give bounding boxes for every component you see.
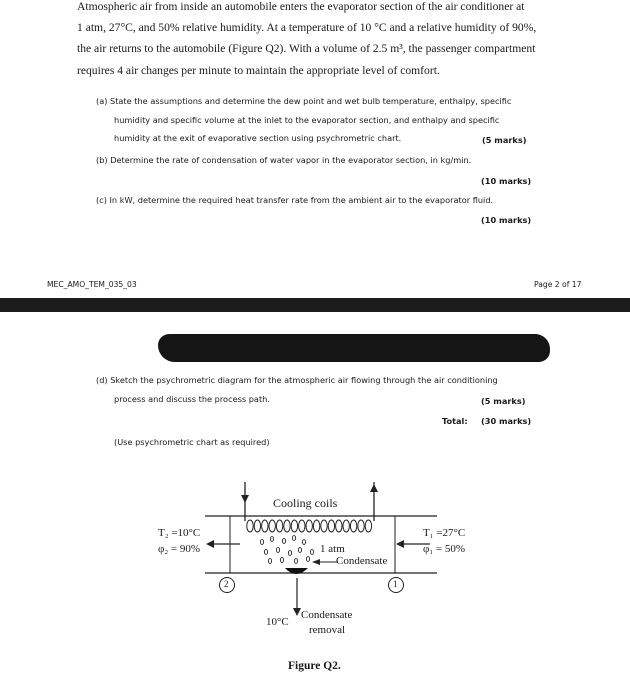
state-2-label: 2 — [224, 579, 229, 589]
inlet-humidity-label: φ₁ = 50% — [423, 543, 466, 555]
cooling-coil-loops — [247, 520, 372, 532]
coil-loop — [276, 520, 282, 532]
droplet — [276, 548, 279, 553]
question-a-marks: (5 marks) — [482, 135, 527, 145]
state-1-label: 1 — [393, 579, 398, 589]
droplet — [288, 551, 291, 556]
coil-loop — [343, 520, 349, 532]
total-label: Total: — [442, 416, 468, 426]
total-marks: (30 marks) — [481, 416, 532, 426]
coil-loop — [358, 520, 364, 532]
coil-loop — [269, 520, 275, 532]
question-c-marks: (10 marks) — [481, 215, 532, 225]
question-a-line: humidity and specific volume at the inlet to the evaporator section, and enthalpy and specific — [114, 114, 500, 125]
condensate-droplets — [260, 536, 313, 564]
question-b-marks: (10 marks) — [481, 176, 532, 186]
coil-loop — [247, 520, 253, 532]
coil-loop — [350, 520, 356, 532]
problem-statement — [77, 0, 557, 81]
coil-loop — [313, 520, 319, 532]
condensate-removal-label: removal — [309, 624, 346, 636]
question-d-marks: (5 marks) — [481, 396, 526, 406]
droplet — [268, 559, 271, 564]
inlet-temperature-label: T₁ =27°C — [423, 527, 466, 539]
droplet — [310, 550, 313, 555]
question-a-line: humidity at the exit of evaporative section using psychrometric chart. — [114, 133, 402, 143]
air-exit-arrow-icon — [206, 540, 214, 548]
question-c-line: (c) In kW, determine the required heat transfer rate from the ambient air to the evaporator fluid. — [96, 195, 494, 205]
footer-page-number: Page 2 of 17 — [534, 280, 582, 289]
coil-loop — [321, 520, 327, 532]
coil-inlet-arrow-icon — [241, 495, 249, 503]
question-c — [96, 191, 493, 210]
question-d-line: (d) Sketch the psychrometric diagram for the atmospheric air flowing through the air conditioning — [96, 375, 498, 385]
coil-loop — [299, 520, 305, 532]
document-page-top — [0, 0, 630, 298]
condensate-drain-arrow-icon — [293, 608, 301, 616]
droplet — [270, 537, 273, 542]
pressure-label: 1 atm — [320, 543, 345, 555]
problem-line: the air returns to the automobile (Figure Q2). With a volume of 2.5 m³, the passenger compartment — [77, 42, 536, 56]
coil-loop — [306, 520, 312, 532]
coil-loop — [336, 520, 342, 532]
condensate-removal-label: Condensate — [301, 609, 353, 621]
page-separator — [0, 298, 630, 312]
coil-loop — [291, 520, 297, 532]
question-b — [96, 151, 471, 170]
droplet — [292, 536, 295, 541]
problem-line: Atmospheric air from inside an automobile enters the evaporator section of the air conditioner at — [77, 0, 525, 13]
droplet — [260, 540, 263, 545]
coil-loop — [365, 520, 371, 532]
question-a — [96, 92, 511, 148]
condensate-pointer-arrow-icon — [312, 559, 320, 565]
cooling-coils-label: Cooling coils — [273, 496, 338, 510]
droplet — [264, 550, 267, 555]
question-d-line: process and discuss the process path. — [114, 393, 270, 404]
coil-outlet-arrow-icon — [370, 484, 378, 492]
coil-loop — [284, 520, 290, 532]
problem-line: requires 4 air changes per minute to maintain the appropriate level of comfort. — [77, 63, 440, 77]
coil-loop — [262, 520, 268, 532]
question-b-line: (b) Determine the rate of condensation of water vapor in the evaporator section, in kg/min. — [96, 155, 472, 165]
document-page-bottom — [0, 312, 630, 700]
question-a-line: (a) State the assumptions and determine the dew point and wet bulb temperature, enthalpy, specific — [96, 96, 512, 106]
coil-loop — [328, 520, 334, 532]
chart-note: (Use psychrometric chart as required) — [114, 437, 270, 447]
footer-document-code: MEC_AMO_TEM_035_03 — [47, 280, 137, 289]
droplet — [280, 558, 283, 563]
condensate-temperature-label: 10°C — [266, 616, 289, 628]
condensate-label: Condensate — [336, 555, 388, 567]
air-inlet-arrow-icon — [396, 540, 404, 548]
problem-line: 1 atm, 27°C, and 50% relative humidity. At a temperature of 10 °C and a relative humidity of 90%, — [77, 21, 537, 35]
droplet — [298, 548, 301, 553]
droplet — [282, 539, 285, 544]
droplet — [302, 540, 305, 545]
exit-humidity-label: φ₂ = 90% — [158, 543, 201, 555]
coil-loop — [254, 520, 260, 532]
droplet — [306, 557, 309, 562]
droplet — [294, 559, 297, 564]
exit-temperature-label: T₂ =10°C — [158, 527, 201, 539]
figure-caption: Figure Q2. — [288, 660, 341, 672]
